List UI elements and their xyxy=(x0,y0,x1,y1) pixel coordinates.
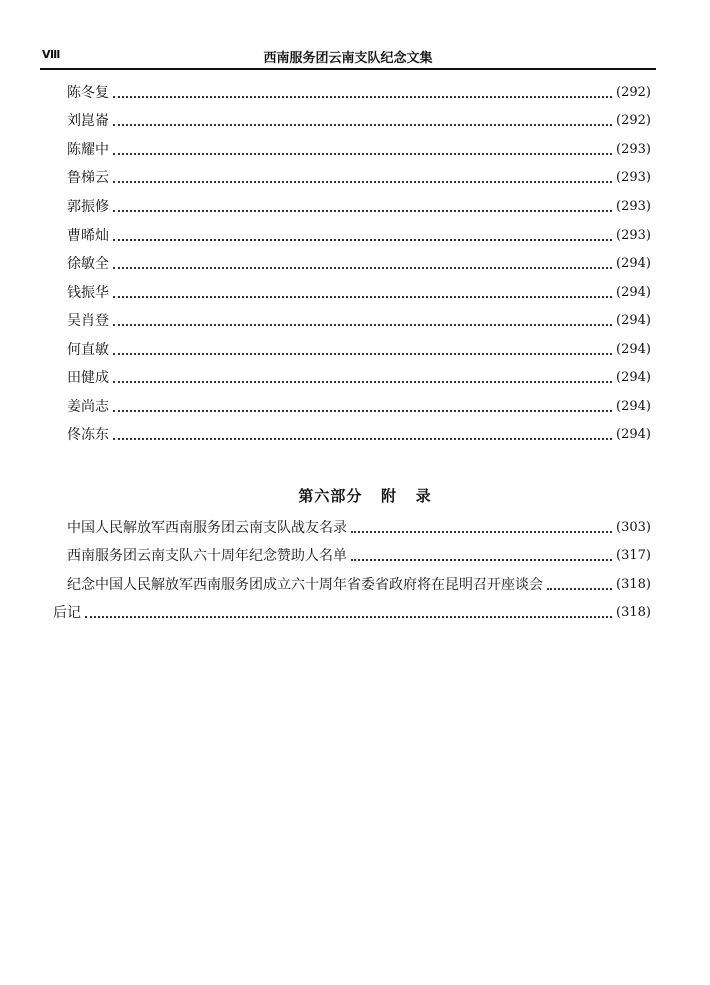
toc-entry-page: (292) xyxy=(616,113,651,128)
toc-entry-page: (293) xyxy=(616,142,651,157)
dot-leader xyxy=(113,239,612,241)
section-title xyxy=(0,485,710,506)
toc-entry-name: 姜尚志 xyxy=(67,399,109,415)
dot-leader xyxy=(113,353,612,355)
toc-entry-name: 后记 xyxy=(53,605,81,621)
toc-entry xyxy=(67,83,651,103)
toc-entry-name: 郭振修 xyxy=(67,199,109,215)
toc-entry-page: (294) xyxy=(616,399,651,414)
toc-entry-name: 佟冻东 xyxy=(67,427,109,443)
toc-entry xyxy=(67,254,651,274)
dot-leader xyxy=(113,181,612,183)
toc-entry xyxy=(67,111,651,131)
toc-entry-name: 陈冬复 xyxy=(67,85,109,101)
dot-leader xyxy=(113,296,612,298)
toc-entry xyxy=(67,575,651,595)
toc-entry-page: (293) xyxy=(616,170,651,185)
toc-entry xyxy=(67,397,651,417)
toc-entry-page: (318) xyxy=(616,577,651,592)
toc-entry-page: (293) xyxy=(616,199,651,214)
toc-entry-page: (293) xyxy=(616,228,651,243)
toc-entry xyxy=(67,340,651,360)
dot-leader xyxy=(85,616,612,618)
dot-leader xyxy=(113,267,612,269)
dot-leader xyxy=(351,531,612,533)
toc-entry xyxy=(67,546,651,566)
dot-leader xyxy=(547,588,612,590)
toc-entry-name: 钱振华 xyxy=(67,285,109,301)
toc-entry-afterword xyxy=(53,603,651,623)
toc-entry-page: (294) xyxy=(616,285,651,300)
toc-entry xyxy=(67,425,651,445)
toc-entry xyxy=(67,283,651,303)
dot-leader xyxy=(113,153,612,155)
toc-entry xyxy=(67,518,651,538)
toc-entry-name: 徐敏全 xyxy=(67,256,109,272)
toc-entry xyxy=(67,368,651,388)
section-title-text: 第六部分 附 录 xyxy=(298,487,432,505)
dot-leader xyxy=(113,210,612,212)
dot-leader xyxy=(113,324,612,326)
toc-entry-name: 何直敏 xyxy=(67,342,109,358)
toc-entry-name: 吴肖登 xyxy=(67,313,109,329)
toc-entry xyxy=(67,311,651,331)
toc-entry-name: 中国人民解放军西南服务团云南支队战友名录 xyxy=(67,520,347,536)
toc-entry xyxy=(67,140,651,160)
toc-entry-page: (292) xyxy=(616,85,651,100)
toc-entry-name: 刘崑崙 xyxy=(67,113,109,129)
page-number: Ⅷ xyxy=(42,48,60,61)
dot-leader xyxy=(113,438,612,440)
book-title: 西南服务团云南支队纪念文集 xyxy=(263,51,433,66)
toc-entry-page: (294) xyxy=(616,427,651,442)
toc-entry-page: (294) xyxy=(616,313,651,328)
toc-entry xyxy=(67,226,651,246)
toc-entry-page: (317) xyxy=(616,548,651,563)
toc-entry-name: 田健成 xyxy=(67,370,109,386)
dot-leader xyxy=(351,559,612,561)
dot-leader xyxy=(113,96,612,98)
toc-entry xyxy=(67,168,651,188)
toc-entry-page: (294) xyxy=(616,370,651,385)
dot-leader xyxy=(113,381,612,383)
toc-entry-page: (294) xyxy=(616,342,651,357)
toc-entry-page: (303) xyxy=(616,520,651,535)
dot-leader xyxy=(113,410,612,412)
toc-entry-name: 西南服务团云南支队六十周年纪念赞助人名单 xyxy=(67,548,347,564)
dot-leader xyxy=(113,124,612,126)
toc-entry-name: 曹晞灿 xyxy=(67,228,109,244)
toc-entry-page: (318) xyxy=(616,605,651,620)
toc-entry-name: 鲁梯云 xyxy=(67,170,109,186)
running-header xyxy=(40,46,656,70)
toc-entry-page: (294) xyxy=(616,256,651,271)
toc-entry-name: 纪念中国人民解放军西南服务团成立六十周年省委省政府将在昆明召开座谈会 xyxy=(67,577,543,593)
toc-entry xyxy=(67,197,651,217)
toc-entry-name: 陈耀中 xyxy=(67,142,109,158)
